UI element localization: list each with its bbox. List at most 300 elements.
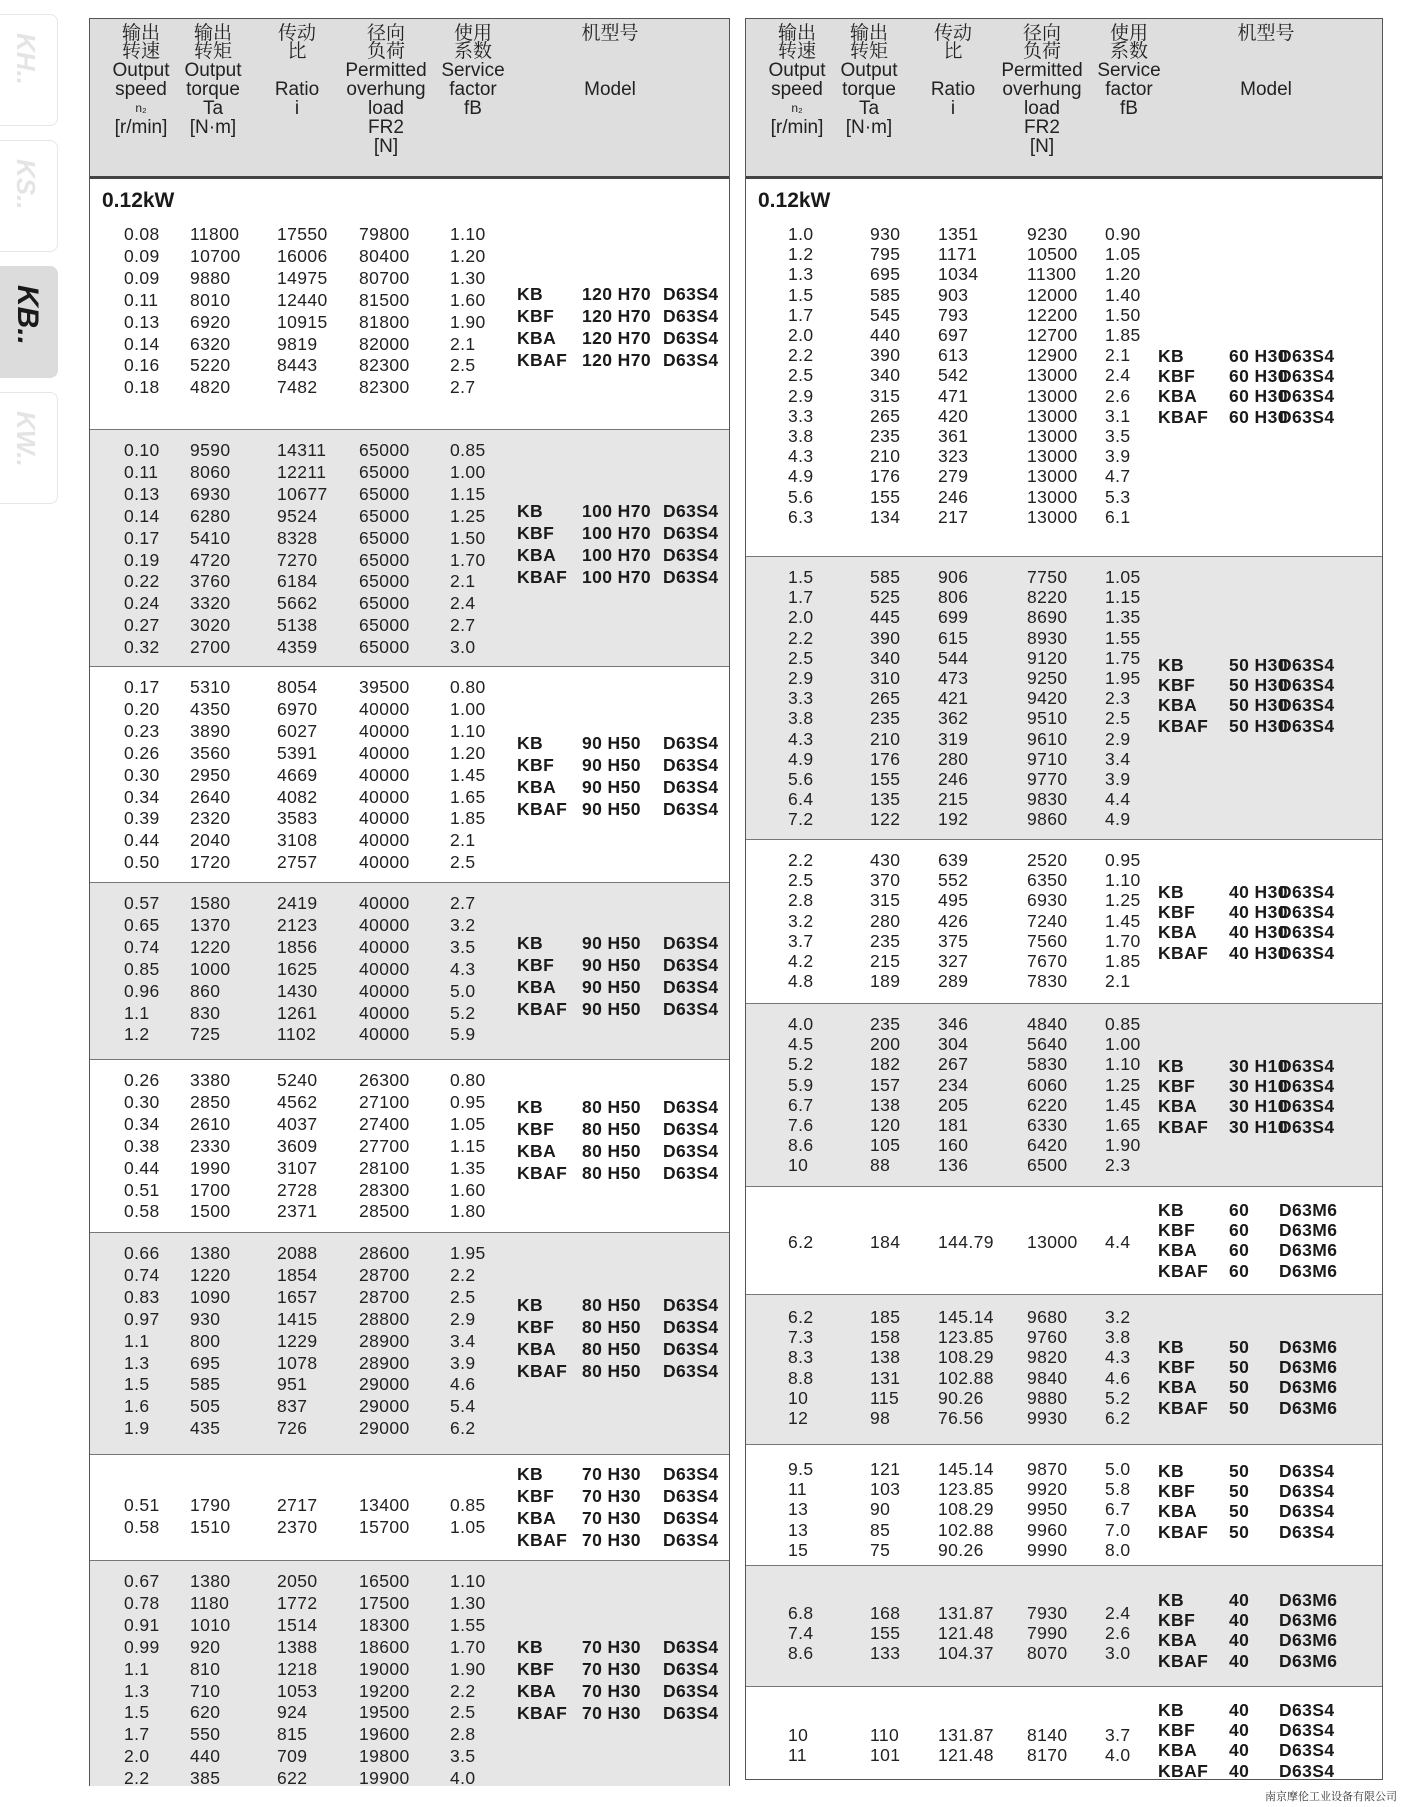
model-row [90,999,729,1021]
spec-group [746,1444,1382,1565]
cell-load: 27400 [359,1113,410,1134]
cell-factor: 5.4 [450,1396,476,1417]
cell-load: 65000 [359,483,410,504]
cell-speed: 0.18 [124,377,160,398]
model-row [90,733,729,755]
cell-load: 8220 [1027,587,1068,608]
model-size: 70 H30 [582,1464,641,1484]
cell-ratio: 697 [938,325,969,345]
model-row [746,675,1382,697]
model-size: 60 [1229,1240,1250,1261]
table-row [90,1243,729,1265]
model-row [746,1700,1382,1722]
cell-load: 5830 [1027,1054,1068,1075]
cell-ratio: 709 [277,1746,308,1767]
cell-speed: 5.9 [788,1074,814,1095]
cell-ratio: 121.48 [938,1623,994,1644]
model-series: KBF [517,1316,555,1337]
model-row [746,943,1382,965]
model-size: 40 [1229,1720,1250,1741]
model-size: 60 H30 [1229,346,1288,366]
cell-speed: 0.13 [124,483,160,504]
model-row [90,1486,729,1508]
cell-speed: 0.38 [124,1135,160,1156]
cell-torque: 121 [870,1459,901,1479]
model-series: KBAF [1158,1260,1209,1281]
model-size: 90 H50 [582,776,641,797]
model-motor: D63M6 [1279,1240,1338,1261]
cell-load: 13000 [1027,486,1078,507]
model-row [746,1501,1382,1523]
cell-factor: 1.10 [1105,1054,1141,1075]
cell-load: 16500 [359,1571,410,1591]
cell-factor: 4.0 [450,1768,476,1789]
model-series: KBF [517,305,555,326]
cell-speed: 6.7 [788,1094,814,1115]
cell-torque: 525 [870,587,901,608]
cell-speed: 0.11 [124,461,159,482]
model-motor: D63S4 [663,305,719,326]
cell-speed: 2.0 [788,325,814,345]
model-row [90,1508,729,1530]
model-size: 100 H70 [582,522,651,543]
cell-load: 40000 [359,958,410,979]
cell-ratio: 246 [938,486,969,507]
cell-factor: 1.10 [450,1571,486,1591]
cell-torque: 505 [190,1396,221,1417]
cell-factor: 2.4 [1105,365,1131,386]
cell-factor: 3.2 [450,914,476,935]
table-row [746,487,1382,509]
model-series: KBA [1158,1377,1198,1398]
cell-ratio: 234 [938,1074,969,1095]
table-row [90,852,729,874]
cell-load: 81800 [359,311,410,332]
cell-speed: 1.5 [788,284,814,305]
cell-ratio: 144.79 [938,1232,994,1252]
cell-load: 9860 [1027,809,1068,830]
table-row [746,224,1382,246]
cell-factor: 3.2 [1105,1307,1131,1327]
cell-load: 9840 [1027,1367,1068,1388]
model-size: 80 H50 [582,1097,641,1117]
cell-factor: 5.0 [450,980,476,1001]
cell-factor: 4.9 [1105,809,1131,830]
spec-group [746,839,1382,1003]
cell-torque: 2610 [190,1113,231,1134]
table-row [746,1307,1382,1329]
cell-ratio: 1078 [277,1352,318,1373]
cell-load: 19200 [359,1680,410,1701]
cell-torque: 3560 [190,742,231,763]
model-size: 120 H70 [582,327,651,348]
cell-ratio: 1351 [938,224,979,244]
model-size: 90 H50 [582,976,641,997]
model-size: 50 [1229,1397,1250,1418]
cell-load: 28900 [359,1352,410,1373]
cell-speed: 4.3 [788,728,814,749]
table-row [746,1014,1382,1036]
cell-torque: 6920 [190,311,231,332]
cell-ratio: 102.88 [938,1367,994,1388]
cell-load: 7560 [1027,930,1068,951]
cell-factor: 4.6 [450,1374,476,1395]
cell-ratio: 14311 [277,440,327,460]
cell-ratio: 1625 [277,958,318,979]
cell-torque: 6930 [190,483,231,504]
table-row [90,1615,729,1637]
cell-speed: 6.4 [788,789,814,810]
model-size: 40 [1229,1630,1250,1651]
model-row [90,1119,729,1141]
cell-factor: 0.95 [450,1091,486,1112]
model-series: KBA [517,544,557,565]
cell-speed: 0.51 [124,1495,160,1515]
cell-speed: 2.0 [124,1746,150,1767]
model-motor: D63S4 [663,1295,719,1315]
cell-ratio: 90.26 [938,1539,984,1560]
cell-speed: 0.32 [124,637,160,658]
cell-speed: 7.2 [788,809,814,830]
model-row [90,755,729,777]
cell-ratio: 7482 [277,377,318,398]
cell-ratio: 793 [938,304,969,325]
header-ratio: 传动 比 Ratio i [930,23,976,119]
cell-torque: 445 [870,607,901,628]
model-series: KBA [1158,386,1198,407]
model-row [90,777,729,799]
cell-speed: 1.5 [788,567,814,587]
cell-load: 7240 [1027,910,1068,931]
model-series: KBAF [1158,1650,1209,1671]
cell-speed: 3.8 [788,426,814,446]
cell-factor: 1.85 [450,808,486,829]
cell-ratio: 471 [938,385,969,406]
cell-torque: 189 [870,971,901,992]
cell-speed: 0.57 [124,893,160,913]
cell-load: 65000 [359,615,410,636]
model-row [90,350,729,372]
cell-ratio: 1657 [277,1286,318,1307]
cell-load: 18300 [359,1614,410,1635]
cell-factor: 2.1 [1105,345,1131,366]
cell-torque: 88 [870,1155,891,1176]
model-motor: D63S4 [663,1507,719,1528]
model-series: KB [1158,1700,1185,1720]
cell-ratio: 123.85 [938,1327,994,1348]
cell-torque: 280 [870,910,901,931]
cell-factor: 2.5 [1105,708,1131,729]
model-row [90,1530,729,1552]
model-series: KB [517,733,544,753]
cell-torque: 2950 [190,764,231,785]
cell-factor: 0.85 [1105,1014,1141,1034]
model-size: 70 H30 [582,1485,641,1506]
model-size: 40 H30 [1229,922,1288,943]
cell-speed: 0.24 [124,593,160,614]
cell-factor: 3.8 [1105,1327,1131,1348]
cell-factor: 0.80 [450,677,486,697]
model-motor: D63S4 [1279,1720,1335,1741]
model-row [90,328,729,350]
cell-torque: 315 [870,385,901,406]
model-series: KBF [1158,1720,1196,1741]
model-row [746,1481,1382,1503]
cell-speed: 0.50 [124,852,160,873]
model-series: KBA [517,776,557,797]
model-row [746,1117,1382,1139]
header-torque: 输出 转矩 Output torque Ta [N·m] [840,23,898,138]
cell-ratio: 1388 [277,1636,318,1657]
model-series: KBF [1158,366,1196,387]
cell-ratio: 1034 [938,264,979,285]
cell-torque: 930 [870,224,901,244]
cell-torque: 8010 [190,289,231,310]
table-row [90,1070,729,1092]
cell-factor: 1.70 [450,1636,486,1657]
cell-speed: 0.34 [124,1113,160,1134]
model-series: KB [1158,1337,1185,1357]
cell-torque: 1000 [190,958,231,979]
cell-load: 9820 [1027,1347,1068,1368]
model-size: 30 H10 [1229,1056,1288,1076]
table-row [90,1571,729,1593]
tab-kw[interactable]: KW.. [0,392,58,504]
tab-ks[interactable]: KS.. [0,140,58,252]
model-size: 60 H30 [1229,406,1288,427]
model-motor: D63S4 [663,1529,719,1550]
cell-ratio: 8054 [277,677,318,697]
cell-speed: 0.85 [124,958,160,979]
model-motor: D63S4 [663,501,719,521]
cell-ratio: 8443 [277,355,318,376]
cell-torque: 430 [870,850,901,870]
cell-load: 6330 [1027,1115,1068,1135]
cell-torque: 9880 [190,267,231,288]
model-motor: D63M6 [1279,1337,1338,1357]
cell-factor: 2.6 [1105,1623,1131,1644]
cell-load: 9120 [1027,647,1068,668]
cell-factor: 1.00 [1105,1034,1141,1055]
cell-speed: 4.2 [788,951,814,971]
cell-factor: 3.4 [450,1330,476,1351]
model-series: KBF [1158,1076,1196,1097]
cell-torque: 385 [190,1768,221,1789]
cell-torque: 134 [870,506,901,527]
cell-ratio: 552 [938,870,969,891]
cell-torque: 1370 [190,914,231,935]
spec-group [90,429,729,666]
spec-group [90,666,729,882]
cell-speed: 0.78 [124,1592,160,1613]
cell-torque: 11800 [190,224,240,244]
cell-speed: 4.9 [788,466,814,487]
cell-ratio: 1415 [277,1308,318,1329]
cell-load: 65000 [359,461,410,482]
cell-load: 7670 [1027,951,1068,971]
cell-load: 40000 [359,1024,410,1045]
cell-factor: 4.3 [1105,1347,1131,1368]
cell-factor: 3.7 [1105,1725,1131,1745]
model-motor: D63M6 [1279,1610,1338,1631]
cell-load: 9920 [1027,1479,1068,1500]
model-size: 40 H30 [1229,902,1288,923]
cell-torque: 585 [870,567,901,587]
cell-load: 40000 [359,786,410,807]
cell-factor: 1.20 [450,245,486,266]
cell-load: 10500 [1027,244,1078,265]
cell-torque: 115 [870,1387,900,1408]
cell-speed: 9.5 [788,1459,814,1479]
cell-speed: 0.30 [124,764,160,785]
cell-torque: 101 [870,1745,901,1766]
spec-group [90,1059,729,1232]
cell-ratio: 906 [938,567,969,587]
cell-factor: 7.0 [1105,1519,1131,1540]
cell-ratio: 90.26 [938,1387,984,1408]
model-series: KBF [517,1658,555,1679]
cell-speed: 0.91 [124,1614,160,1635]
cell-torque: 120 [870,1115,901,1135]
cell-torque: 860 [190,980,221,1001]
cell-speed: 1.3 [124,1352,150,1373]
model-size: 30 H10 [1229,1116,1288,1137]
cell-speed: 5.2 [788,1054,814,1075]
model-size: 50 [1229,1377,1250,1398]
cell-torque: 90 [870,1499,891,1520]
cell-torque: 2850 [190,1091,231,1112]
model-size: 80 H50 [582,1118,641,1139]
cell-factor: 4.7 [1105,466,1131,487]
spec-group [746,1686,1382,1780]
cell-load: 9610 [1027,728,1068,749]
cell-load: 40000 [359,742,410,763]
cell-ratio: 10915 [277,311,328,332]
cell-load: 39500 [359,677,410,697]
cell-factor: 4.3 [450,958,476,979]
cell-torque: 315 [870,890,901,911]
cell-torque: 1720 [190,852,231,873]
cell-load: 65000 [359,549,410,570]
model-row [746,1096,1382,1118]
cell-factor: 2.1 [450,571,476,592]
tab-kh[interactable]: KH.. [0,14,58,126]
model-row [90,1295,729,1317]
model-motor: D63M6 [1279,1630,1338,1651]
cell-speed: 1.2 [788,244,814,265]
model-series: KBAF [517,798,568,819]
cell-torque: 390 [870,345,901,366]
cell-factor: 1.90 [450,1658,486,1679]
model-motor: D63M6 [1279,1650,1338,1671]
cell-factor: 2.7 [450,893,476,913]
model-series: KBAF [517,349,568,370]
cell-speed: 1.0 [788,224,814,244]
model-motor: D63S4 [663,284,719,304]
model-motor: D63S4 [663,1464,719,1484]
cell-ratio: 1229 [277,1330,318,1351]
table-row [746,628,1382,650]
cell-torque: 695 [190,1352,221,1373]
cell-torque: 200 [870,1034,901,1055]
cell-load: 8070 [1027,1643,1068,1664]
model-motor: D63S4 [1279,715,1335,736]
model-series: KBA [1158,1501,1198,1522]
cell-ratio: 420 [938,405,969,426]
model-series: KB [517,1097,544,1117]
cell-torque: 340 [870,365,901,386]
cell-factor: 4.6 [1105,1367,1131,1388]
model-series: KBA [1158,695,1198,716]
cell-ratio: 903 [938,284,969,305]
cell-load: 19900 [359,1768,410,1789]
model-motor: D63S4 [1279,922,1335,943]
cell-torque: 585 [190,1374,221,1395]
model-series: KBAF [1158,1760,1209,1781]
cell-speed: 0.30 [124,1091,160,1112]
model-series: KB [517,284,544,304]
cell-speed: 3.3 [788,688,814,709]
cell-speed: 0.97 [124,1308,160,1329]
model-size: 80 H50 [582,1338,641,1359]
cell-speed: 6.3 [788,506,814,527]
cell-factor: 2.9 [450,1308,476,1329]
cell-ratio: 8328 [277,527,318,548]
cell-speed: 0.08 [124,224,160,244]
cell-torque: 585 [870,284,901,305]
cell-factor: 2.8 [450,1724,476,1745]
cell-factor: 1.85 [1105,325,1141,345]
model-series: KBAF [1158,1521,1209,1542]
cell-torque: 122 [870,809,901,830]
cell-factor: 1.55 [1105,627,1141,648]
cell-ratio: 319 [938,728,969,749]
model-row [90,545,729,567]
tab-kb[interactable]: KB.. [0,266,58,378]
model-motor: D63S4 [1279,942,1335,963]
spec-group [746,216,1382,556]
model-motor: D63S4 [663,522,719,543]
cell-ratio: 289 [938,971,969,992]
cell-ratio: 145.14 [938,1459,994,1479]
cell-torque: 340 [870,647,901,668]
cell-load: 40000 [359,980,410,1001]
cell-torque: 2040 [190,830,231,851]
cell-speed: 1.7 [788,587,814,608]
model-size: 80 H50 [582,1360,641,1381]
model-size: 40 [1229,1700,1250,1720]
cell-torque: 6280 [190,505,231,526]
cell-speed: 6.8 [788,1603,814,1623]
cell-speed: 8.6 [788,1643,814,1664]
model-series: KB [1158,882,1185,902]
cell-ratio: 123.85 [938,1479,994,1500]
cell-load: 8930 [1027,627,1068,648]
cell-load: 28300 [359,1179,410,1200]
cell-speed: 0.58 [124,1201,160,1222]
model-motor: D63S4 [1279,695,1335,716]
cell-ratio: 215 [938,789,969,810]
model-row [90,1141,729,1163]
cell-ratio: 2371 [277,1201,318,1222]
cell-speed: 2.5 [788,870,814,891]
model-motor: D63S4 [1279,655,1335,675]
model-motor: D63S4 [663,733,719,753]
cell-torque: 5310 [190,677,231,697]
spec-group [90,1454,729,1560]
table-row [746,325,1382,347]
model-series: KBA [517,1338,557,1359]
